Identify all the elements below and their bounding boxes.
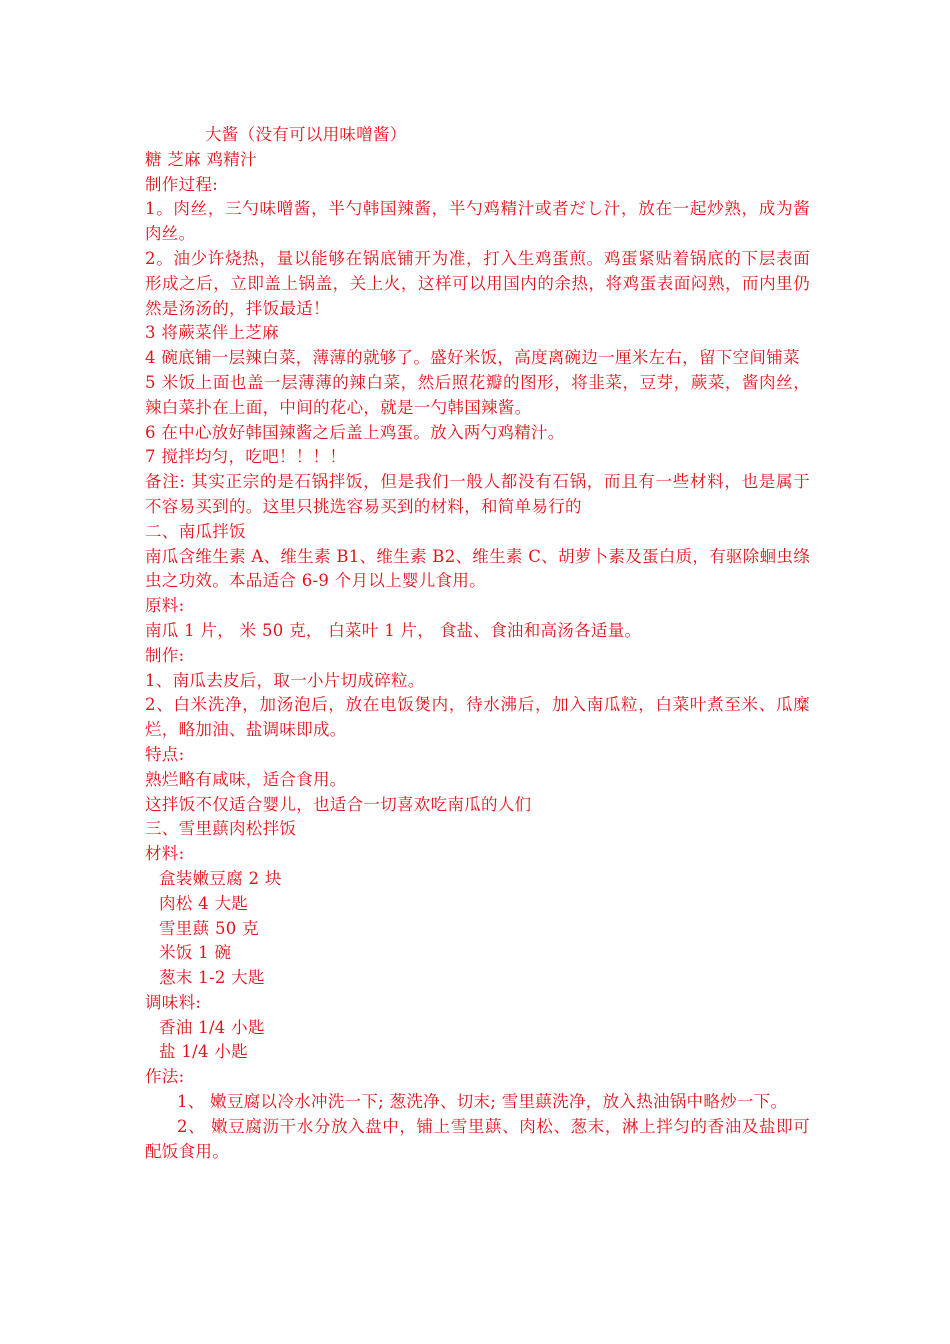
- section-label-method: 制作:: [145, 645, 185, 665]
- seasoning-item: 盐 1/4 小匙: [159, 1042, 248, 1062]
- intro-paragraph: 南瓜含维生素 A、维生素 B1、维生素 B2、维生素 C、胡萝卜素及蛋白质，有驱除蛔虫绦虫之功效。本品适合 6-9 个月以上婴儿食用。: [145, 546, 810, 591]
- note-paragraph: 备注: 其实正宗的是石锅拌饭，但是我们一般人都没有石锅，而且有一些材料，也是属于不容易买到的。这里只挑选容易买到的材料，和简单易行的: [145, 472, 810, 516]
- section-label-materials: 材料:: [145, 844, 185, 864]
- ingredient-item: 雪里蕻 50 克: [159, 918, 259, 938]
- section-label-steps: 作法:: [145, 1067, 185, 1087]
- step-paragraph: 1。肉丝，三勺味噌酱，半勺韩国辣酱，半勺鸡精汁或者だし汁，放在一起炒熟，成为酱肉丝。: [145, 199, 810, 244]
- seasoning-item: 香油 1/4 小匙: [159, 1017, 265, 1037]
- step-paragraph: 1、南瓜去皮后，取一小片切成碎粒。: [145, 670, 425, 690]
- step-paragraph: 2、 嫩豆腐沥干水分放入盘中，铺上雪里蕻、肉松、葱末，淋上拌匀的香油及盐即可配饭食用。: [145, 1116, 810, 1161]
- section-label-ingredients: 原料:: [145, 596, 185, 616]
- ingredient-item: 肉松 4 大匙: [159, 893, 249, 913]
- step-paragraph: 2。油少许烧热，量以能够在锅底铺开为准，打入生鸡蛋煎。鸡蛋紧贴着锅底的下层表面形成之后，立即盖上锅盖，关上火，这样可以用国内的余热，将鸡蛋表面闷熟，而内里仍然是汤汤的，拌饭最适！: [145, 248, 810, 318]
- section-heading-pumpkin: 二、南瓜拌饭: [145, 521, 246, 541]
- document-page: [145, 123, 810, 1164]
- step-paragraph: 5 米饭上面也盖一层薄薄的辣白菜，然后照花瓣的图形，将韭菜，豆芽，蕨菜，酱肉丝，辣白菜扑在上面，中间的花心，就是一勺韩国辣酱。: [145, 372, 810, 417]
- step-paragraph: 7 搅拌均匀，吃吧！！！！: [145, 447, 347, 467]
- step-paragraph: 2、白米洗净，加汤泡后，放在电饭煲内，待水沸后，加入南瓜粒，白菜叶煮至米、瓜糜烂，略加油、盐调味即成。: [145, 695, 810, 740]
- features-paragraph: 熟烂略有咸味，适合食用。: [145, 769, 347, 789]
- ingredients-paragraph: 南瓜 1 片， 米 50 克， 白菜叶 1 片， 食盐、食油和高汤各适量。: [145, 620, 642, 640]
- section-label-seasoning: 调味料:: [145, 992, 202, 1012]
- step-paragraph: 3 将蕨菜伴上芝麻: [145, 323, 279, 343]
- section-label-features: 特点:: [145, 744, 185, 764]
- step-paragraph: 1、 嫩豆腐以冷水冲洗一下; 葱洗净、切末; 雪里蕻洗净，放入热油锅中略炒一下。: [177, 1092, 788, 1112]
- step-paragraph: 6 在中心放好韩国辣酱之后盖上鸡蛋。放入两勺鸡精汁。: [145, 422, 565, 442]
- ingredient-item: 米饭 1 碗: [159, 943, 232, 963]
- step-paragraph: 4 碗底铺一层辣白菜，薄薄的就够了。盛好米饭，高度离碗边一厘米左右，留下空间铺菜: [145, 348, 800, 368]
- ingredient-item: 葱末 1-2 大匙: [159, 968, 265, 988]
- ingredient-line-sauce: 大酱（没有可以用味噌酱）: [205, 125, 407, 144]
- ingredient-line-sugar: 糖 芝麻 鸡精汁: [145, 149, 257, 169]
- section-label-process: 制作过程:: [145, 174, 219, 194]
- closing-paragraph: 这拌饭不仅适合婴儿，也适合一切喜欢吃南瓜的人们: [145, 794, 532, 814]
- ingredient-item: 盒装嫩豆腐 2 块: [159, 868, 282, 888]
- section-heading-snow-vegetable: 三、雪里蕻肉松拌饭: [145, 819, 297, 839]
